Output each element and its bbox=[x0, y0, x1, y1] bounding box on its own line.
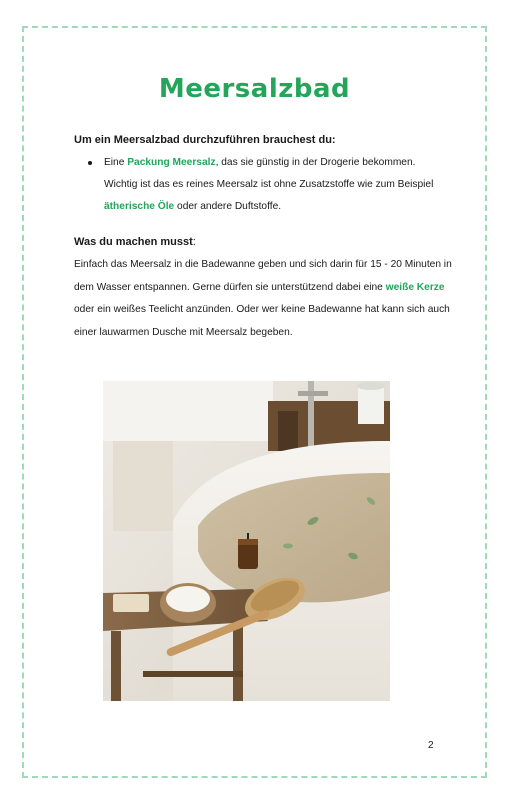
steps-text-1: Einfach das Meersalz in die Badewanne geben und sich darin für 15 - 20 Minuten in dem Wasser entspannen. Gerne dürfen sie unterstützend dabei eine bbox=[74, 259, 452, 293]
list-item bbox=[74, 152, 446, 218]
steps-paragraph bbox=[74, 254, 454, 344]
list-text-3: oder andere Duftstoffe. bbox=[174, 201, 282, 212]
highlight-weisse-kerze: weiße Kerze bbox=[385, 281, 445, 293]
highlight-packung-meersalz: Packung Meersalz bbox=[127, 157, 216, 168]
bullet-icon bbox=[88, 161, 92, 165]
list-text-1: Eine bbox=[104, 157, 128, 168]
steps-heading bbox=[74, 236, 196, 248]
list-text-2: , das sie günstig in der Drogerie bekommen. Wichtig ist das es reines Meersalz ist ohne Zusatzstoffe wie zum Beispiel bbox=[104, 157, 434, 190]
page-title: Meersalzbad bbox=[158, 74, 351, 104]
intro-heading: Um ein Meersalzbad durchzuführen brauchest du: bbox=[74, 134, 336, 146]
highlight-aetherische-oele: ätherische Öle bbox=[104, 201, 175, 212]
page-number: 2 bbox=[428, 740, 434, 751]
ingredient-list bbox=[74, 152, 446, 218]
steps-heading-colon: : bbox=[192, 236, 196, 248]
steps-text-2: oder ein weißes Teelicht anzünden. Oder wer keine Badewanne hat kann sich auch einer lauwarmen Dusche mit Meersalz begeben. bbox=[74, 304, 450, 338]
bath-photo bbox=[103, 381, 390, 701]
steps-heading-text: Was du machen musst bbox=[74, 236, 193, 248]
